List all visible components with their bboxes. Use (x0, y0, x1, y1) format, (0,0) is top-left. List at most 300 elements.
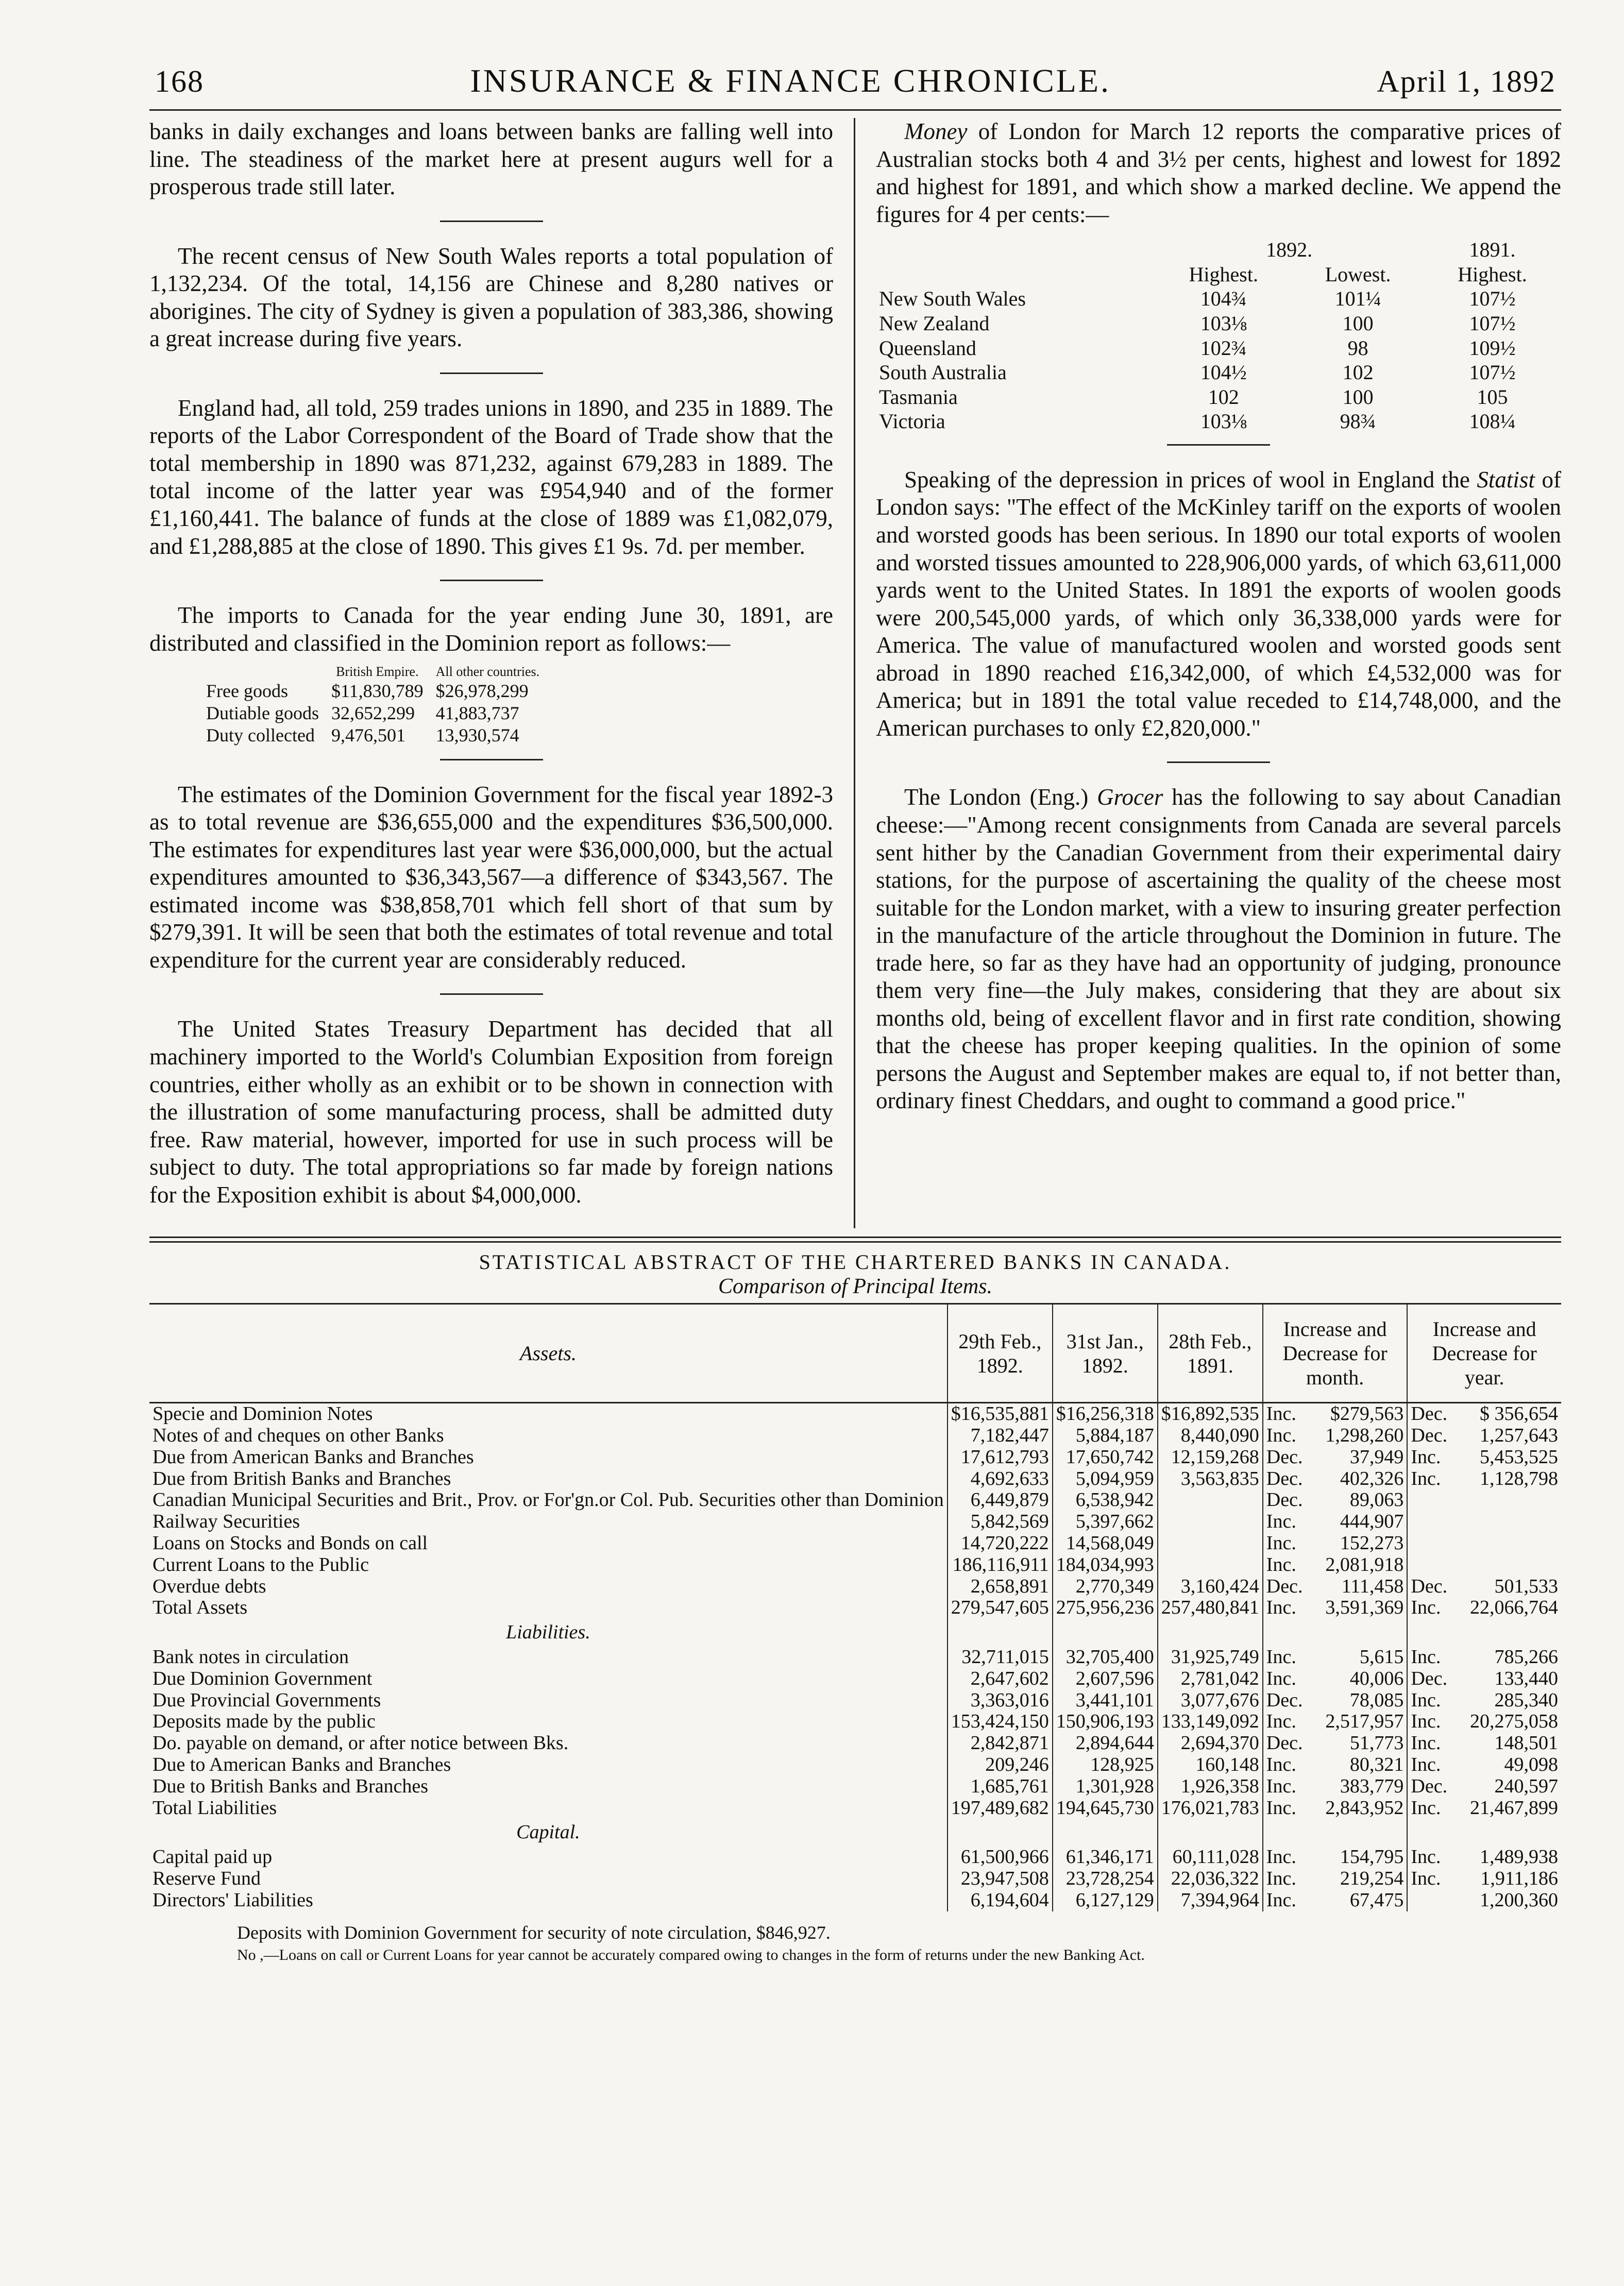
table-row (876, 409, 1561, 434)
cell: 104½ (1200, 361, 1247, 384)
cell: 2,894,644 (1053, 1733, 1158, 1754)
table-row (149, 1647, 1561, 1668)
issue-date: April 1, 1892 (1377, 64, 1556, 98)
cell: 160,148 (1158, 1754, 1263, 1776)
row-label: Canadian Municipal Securities and Brit., Prov. or For'gn.or Col. Pub. Securities other than Dominion (153, 1489, 944, 1511)
divider (1167, 444, 1270, 446)
cell: 2,517,957 (1325, 1711, 1404, 1733)
cell (1322, 1619, 1407, 1647)
cell: Inc. (1263, 1597, 1323, 1619)
cell: 2,647,602 (948, 1668, 1053, 1690)
cell: 12,159,268 (1158, 1447, 1263, 1468)
cell: $16,535,881 (948, 1403, 1053, 1425)
cell: 1,301,928 (1053, 1776, 1158, 1798)
cell (1158, 1489, 1263, 1511)
cell: 111,458 (1341, 1575, 1404, 1597)
cell: 104¾ (1200, 287, 1247, 311)
cell: 153,424,150 (948, 1711, 1053, 1733)
row-label: Current Loans to the Public (153, 1553, 369, 1576)
cell: 1,911,186 (1480, 1868, 1558, 1890)
paragraph: The United States Treasury Department has decided that all machinery imported to the World's Columbian Exposition from foreign countries, either wholly as an exhibit or to be shown in connection with the illustration of some manufacturing process, shall be admitted duty free. Raw material, however, imported for use in such process will be subject to duty. The total appropriations so far made by foreign nations for the Exposition exhibit is about $4,000,000. (149, 1016, 833, 1208)
paragraph (876, 784, 1561, 1115)
cell (1158, 1511, 1263, 1533)
cell: 105 (1477, 385, 1508, 409)
table-row (149, 1668, 1561, 1690)
cell: 5,884,187 (1053, 1425, 1158, 1447)
row-label: Duty collected (206, 724, 315, 746)
cell (1467, 1533, 1561, 1554)
cell (1407, 1489, 1467, 1511)
row-label: Do. payable on demand, or after notice between Bks. (153, 1732, 569, 1754)
column-header: 29th Feb., 1892. (948, 1304, 1053, 1403)
section-double-rule (149, 1237, 1561, 1243)
paragraph (876, 466, 1561, 742)
statistical-subtitle: Comparison of Principal Items. (718, 1275, 992, 1299)
publication-name: Grocer (1097, 784, 1163, 810)
cell: Inc. (1263, 1798, 1323, 1819)
cell: 98¾ (1340, 410, 1376, 433)
table-row (149, 1868, 1561, 1890)
cell (1407, 1554, 1467, 1576)
cell (1467, 1554, 1561, 1576)
row-label: Loans on Stocks and Bonds on call (153, 1532, 428, 1554)
cell: 102¾ (1200, 336, 1247, 360)
cell (1407, 1890, 1467, 1911)
cell: 209,246 (948, 1754, 1053, 1776)
cell: 1,926,358 (1158, 1776, 1263, 1798)
left-column (149, 118, 855, 1228)
cell: 6,538,942 (1053, 1489, 1158, 1511)
cell: 9,476,501 (331, 724, 405, 746)
cell: 219,254 (1340, 1868, 1404, 1890)
column-header: Assets. (149, 1304, 948, 1403)
section-heading: Capital. (516, 1821, 580, 1843)
row-label: Due Provincial Governments (153, 1689, 381, 1711)
cell: 444,907 (1340, 1511, 1404, 1533)
section-heading: Liabilities. (506, 1621, 590, 1644)
table-row (149, 1489, 1561, 1511)
cell: 186,116,911 (948, 1554, 1053, 1576)
stocks-table (876, 238, 1561, 434)
cell: 67,475 (1349, 1889, 1404, 1911)
cell: 1,298,260 (1325, 1425, 1404, 1447)
cell: Inc. (1263, 1668, 1323, 1690)
table-row (206, 680, 552, 702)
table-row (149, 1847, 1561, 1868)
row-label: Railway Securities (153, 1511, 300, 1533)
cell: 128,925 (1053, 1754, 1158, 1776)
cell: 14,720,222 (948, 1533, 1053, 1554)
cell (948, 1619, 1053, 1647)
cell: 1,489,938 (1480, 1846, 1558, 1868)
paragraph-text: has the following to say about Canadian cheese:—"Among recent consignments from Canada are several parcels sent hither by the Canadian Government from their experimental dairy stations, for the purpose of ascertaining the quality of the cheese most suitable for the London market, with a view to insuring greater perfection in the manufacture of the article throughout the Dominion in future. The trade here, so far as they have had an opportunity of judging, pronounce them very fine—the July makes, considering that they are about six months old, being of excellent flavor and in first rate condition, showing that the cheese has proper keeping qualities. In the opinion of some persons the August and September makes are equal to, if not better than, ordinary finest Cheddars, and ought to command a good price." (876, 784, 1561, 1114)
cell: $26,978,299 (435, 681, 529, 702)
cell: 501,533 (1494, 1575, 1558, 1597)
cell: 3,077,676 (1158, 1690, 1263, 1712)
cell: 103⅛ (1200, 410, 1247, 433)
cell: 3,563,835 (1158, 1468, 1263, 1490)
header-rule (149, 109, 1561, 111)
cell: Dec. (1407, 1776, 1467, 1798)
cell: Inc. (1263, 1533, 1323, 1554)
cell: 176,021,783 (1158, 1798, 1263, 1819)
cell: Inc. (1263, 1403, 1323, 1425)
cell: 4,692,633 (948, 1468, 1053, 1490)
cell: Dec. (1407, 1668, 1467, 1690)
cell: 7,394,964 (1158, 1890, 1263, 1911)
cell: 80,321 (1349, 1754, 1404, 1776)
table-row (876, 336, 1561, 361)
cell: 107½ (1469, 361, 1516, 384)
column-header: 1891. (1469, 238, 1516, 262)
cell: Dec. (1263, 1447, 1323, 1468)
cell: $ 356,654 (1480, 1403, 1558, 1425)
page-header (149, 62, 1561, 100)
row-label: Bank notes in circulation (153, 1646, 349, 1668)
cell: Inc. (1407, 1847, 1467, 1868)
newspaper-page (149, 62, 1561, 1964)
cell (1467, 1619, 1561, 1647)
cell: 14,568,049 (1053, 1533, 1158, 1554)
row-label: Specie and Dominion Notes (153, 1403, 373, 1425)
cell (1407, 1819, 1467, 1847)
paragraph (876, 118, 1561, 228)
cell: 109½ (1469, 336, 1516, 360)
cell: Inc. (1263, 1647, 1323, 1668)
cell: 148,501 (1494, 1732, 1558, 1754)
cell (1158, 1533, 1263, 1554)
cell: 102 (1342, 361, 1374, 384)
cell: Dec. (1263, 1690, 1323, 1712)
table-row (876, 385, 1561, 410)
cell: 2,607,596 (1053, 1668, 1158, 1690)
cell: 194,645,730 (1053, 1798, 1158, 1819)
cell: 1,200,360 (1480, 1889, 1558, 1911)
page-number: 168 (155, 64, 204, 98)
article-columns (149, 118, 1561, 1228)
cell: $279,563 (1330, 1403, 1404, 1425)
cell: 6,449,879 (948, 1489, 1053, 1511)
table-row (149, 1403, 1561, 1425)
cell: 285,340 (1494, 1689, 1558, 1711)
cell: 41,883,737 (435, 702, 519, 723)
row-label: Tasmania (879, 385, 958, 409)
cell: 257,480,841 (1158, 1597, 1263, 1619)
table-row (149, 1776, 1561, 1798)
cell (948, 1819, 1053, 1847)
cell: 102 (1208, 385, 1239, 409)
row-label: Queensland (879, 336, 976, 360)
row-label: Total Liabilities (153, 1797, 277, 1819)
cell (1158, 1819, 1263, 1847)
cell: Dec. (1407, 1425, 1467, 1447)
cell: 2,770,349 (1053, 1576, 1158, 1598)
cell: Inc. (1263, 1847, 1323, 1868)
cell: 6,194,604 (948, 1890, 1053, 1911)
cell: 107½ (1469, 287, 1516, 311)
cell: Inc. (1263, 1754, 1323, 1776)
cell: 5,615 (1359, 1646, 1404, 1668)
cell: 3,160,424 (1158, 1576, 1263, 1598)
cell: 2,694,370 (1158, 1733, 1263, 1754)
column-header: Increase and Decrease for month. (1263, 1304, 1408, 1403)
paragraph: banks in daily exchanges and loans between banks are falling well into line. The steadiness of the market here at present augurs well for a prosperous trade still later. (149, 118, 833, 200)
cell: Inc. (1407, 1798, 1467, 1819)
paragraph-text: of London says: "The effect of the McKinley tariff on the exports of woolen and worsted goods has been serious. In 1890 our total exports of woolen and worsted tissues amounted to 228,906,000 yards, of which 63,611,000 yards went to the United States. In 1891 the exports of woolen goods were 200,545,000 yards, of which only 36,338,000 yards were for America. The value of manufactured woolen and worsted goods sent abroad in 1890 reached £16,342,000, of which £4,532,000 was for America; but in 1891 the total value receded to £14,748,000, and the American purchases to only £2,820,000." (876, 466, 1561, 741)
cell: 2,081,918 (1325, 1553, 1404, 1576)
row-label: Notes of and cheques on other Banks (153, 1425, 444, 1447)
cell: 150,906,193 (1053, 1711, 1158, 1733)
paragraph: The estimates of the Dominion Government for the fiscal year 1892-3 as to total revenue are $36,655,000 and the expenditures $36,500,000. The estimates for expenditures last year were $36,000,000, but the actual expenditures amounted to $36,343,567—a difference of $343,567. The estimated income was $38,858,701 which fell short of that sum by $279,391. It will be seen that both the estimates of total revenue and total expenditure for the current year are considerably reduced. (149, 781, 833, 973)
cell (1467, 1489, 1561, 1511)
table-row (149, 1576, 1561, 1598)
table-row (206, 724, 552, 747)
table-row (149, 1711, 1561, 1733)
cell: 23,728,254 (1053, 1868, 1158, 1890)
cell: 5,453,525 (1480, 1446, 1558, 1468)
paragraph-text: The London (Eng.) (904, 784, 1097, 810)
column-header: 28th Feb., 1891. (1158, 1304, 1263, 1403)
cell: Dec. (1263, 1576, 1323, 1598)
cell: 5,842,569 (948, 1511, 1053, 1533)
table-row (206, 702, 552, 724)
divider (440, 372, 543, 374)
cell (1053, 1819, 1158, 1847)
cell: Dec. (1263, 1733, 1323, 1754)
publication-name: Statist (1477, 466, 1535, 493)
cell: 279,547,605 (948, 1597, 1053, 1619)
cell: 2,658,891 (948, 1576, 1053, 1598)
cell: 22,036,322 (1158, 1868, 1263, 1890)
cell (1263, 1619, 1323, 1647)
cell: 275,956,236 (1053, 1597, 1158, 1619)
cell: 61,346,171 (1053, 1847, 1158, 1868)
cell: Inc. (1263, 1511, 1323, 1533)
row-label: Total Assets (153, 1597, 248, 1619)
cell: 61,500,966 (948, 1847, 1053, 1868)
cell (1053, 1619, 1158, 1647)
divider (440, 580, 543, 581)
row-label: Dutiable goods (206, 702, 319, 723)
cell: Dec. (1407, 1403, 1467, 1425)
table-row (876, 286, 1561, 311)
row-label: Deposits made by the public (153, 1711, 376, 1733)
cell: 31,925,749 (1158, 1647, 1263, 1668)
paragraph-text: Speaking of the depression in prices of wool in England the (904, 466, 1477, 493)
imports-table (206, 664, 552, 746)
row-label: South Australia (879, 361, 1007, 384)
cell: 23,947,508 (948, 1868, 1053, 1890)
row-label: Reserve Fund (153, 1868, 261, 1890)
cell (1158, 1619, 1263, 1647)
cell: 78,085 (1349, 1689, 1404, 1711)
row-label: Due to British Banks and Branches (153, 1775, 429, 1797)
cell: 101¼ (1334, 287, 1381, 311)
cell: 383,779 (1340, 1775, 1404, 1797)
cell: Inc. (1263, 1711, 1323, 1733)
divider (1167, 761, 1270, 763)
table-row (149, 1798, 1561, 1819)
cell: 17,612,793 (948, 1447, 1053, 1468)
table-row (149, 1754, 1561, 1776)
divider (440, 221, 543, 222)
cell: Inc. (1407, 1468, 1467, 1490)
cell (1263, 1819, 1323, 1847)
cell: 17,650,742 (1053, 1447, 1158, 1468)
section-heading-row (149, 1619, 1561, 1647)
column-header: 1892. (1266, 238, 1313, 262)
cell: 21,467,899 (1470, 1797, 1558, 1819)
table-row (149, 1690, 1561, 1712)
cell: 107½ (1469, 311, 1516, 335)
cell: 108¼ (1469, 410, 1516, 433)
cell: 7,182,447 (948, 1425, 1053, 1447)
cell (1322, 1819, 1407, 1847)
cell: $16,892,535 (1158, 1403, 1263, 1425)
cell: 152,273 (1340, 1532, 1404, 1554)
cell: Inc. (1263, 1890, 1323, 1911)
cell: Inc. (1407, 1868, 1467, 1890)
cell: Inc. (1407, 1597, 1467, 1619)
cell: 6,127,129 (1053, 1890, 1158, 1911)
cell: Inc. (1407, 1711, 1467, 1733)
row-label: Capital paid up (153, 1846, 273, 1868)
row-label: Due Dominion Government (153, 1667, 373, 1689)
table-row (149, 1511, 1561, 1533)
cell: 3,441,101 (1053, 1690, 1158, 1712)
table-row (149, 1733, 1561, 1754)
cell (1407, 1533, 1467, 1554)
table-row (149, 1468, 1561, 1490)
cell: 1,685,761 (948, 1776, 1053, 1798)
cell: 40,006 (1349, 1667, 1404, 1689)
row-label: Due from American Banks and Branches (153, 1446, 474, 1468)
cell: 133,440 (1494, 1667, 1558, 1689)
divider (440, 993, 543, 995)
cell: 49,098 (1504, 1754, 1558, 1776)
column-header: All other countries. (435, 664, 540, 680)
cell (1407, 1619, 1467, 1647)
cell: 32,705,400 (1053, 1647, 1158, 1668)
cell: 89,063 (1349, 1489, 1404, 1511)
publication-name: Money (904, 118, 968, 144)
cell: 785,266 (1494, 1646, 1558, 1668)
cell: 197,489,682 (948, 1798, 1053, 1819)
row-label: Free goods (206, 681, 288, 702)
cell: Inc. (1263, 1776, 1323, 1798)
row-label: New Zealand (879, 311, 990, 335)
cell (1467, 1511, 1561, 1533)
cell: 103⅛ (1200, 311, 1247, 335)
cell: 20,275,058 (1470, 1711, 1558, 1733)
cell: 98 (1347, 336, 1368, 360)
paragraph: The recent census of New South Wales reports a total population of 1,132,234. Of the total, 14,156 are Chinese and 8,280 natives or aborigines. The city of Sydney is given a population of 383,386, showing a great increase during five years. (149, 243, 833, 352)
cell: 100 (1342, 385, 1374, 409)
cell: $16,256,318 (1053, 1403, 1158, 1425)
divider (440, 759, 543, 760)
cell: Inc. (1407, 1447, 1467, 1468)
column-header: Highest. (1458, 262, 1527, 286)
column-header: Increase and Decrease for year. (1407, 1304, 1561, 1403)
cell: 2,843,952 (1325, 1797, 1404, 1819)
table-row (149, 1425, 1561, 1447)
statistical-title: STATISTICAL ABSTRACT OF THE CHARTERED BANKS IN CANADA. (479, 1250, 1232, 1274)
cell: 32,652,299 (331, 702, 415, 723)
cell (1467, 1819, 1561, 1847)
cell: 51,773 (1349, 1732, 1404, 1754)
footnote: Deposits with Dominion Government for security of note circulation, $846,927. (237, 1922, 831, 1943)
column-header: Highest. (1189, 262, 1258, 286)
row-label: Due to American Banks and Branches (153, 1754, 451, 1776)
table-row (149, 1533, 1561, 1554)
cell: 402,326 (1340, 1467, 1404, 1489)
cell: 22,066,764 (1470, 1597, 1558, 1619)
cell: Inc. (1263, 1868, 1323, 1890)
cell: 5,094,959 (1053, 1468, 1158, 1490)
cell: Dec. (1407, 1576, 1467, 1598)
paragraph: The imports to Canada for the year ending June 30, 1891, are distributed and classified in the Dominion report as follows:— (149, 602, 833, 656)
cell: Inc. (1407, 1754, 1467, 1776)
cell: Inc. (1263, 1425, 1323, 1447)
cell: Dec. (1263, 1468, 1323, 1490)
cell: 2,781,042 (1158, 1668, 1263, 1690)
row-label: Overdue debts (153, 1575, 266, 1597)
cell (1158, 1554, 1263, 1576)
right-column (855, 118, 1561, 1228)
table-row (149, 1447, 1561, 1468)
column-header: 31st Jan., 1892. (1053, 1304, 1158, 1403)
cell: 1,128,798 (1480, 1467, 1558, 1489)
row-label: New South Wales (879, 287, 1026, 311)
paragraph: England had, all told, 259 trades unions in 1890, and 235 in 1889. The reports of the Labor Correspondent of the Board of Trade show that the total membership in 1890 was 871,232, against 679,283 in 1889. The total income of the latter year was £954,940 and of the former £1,160,441. The balance of funds at the close of 1889 was £1,082,079, and £1,288,885 at the close of 1890. This gives £1 9s. 7d. per member. (149, 395, 833, 559)
cell: Inc. (1407, 1690, 1467, 1712)
cell: 8,440,090 (1158, 1425, 1263, 1447)
table-row (876, 311, 1561, 336)
row-label: Directors' Liabilities (153, 1889, 313, 1911)
cell (1407, 1511, 1467, 1533)
table-row (876, 360, 1561, 385)
cell: 37,949 (1349, 1446, 1404, 1468)
cell: 5,397,662 (1053, 1511, 1158, 1533)
cell: 240,597 (1494, 1775, 1558, 1797)
cell: 100 (1342, 311, 1374, 335)
cell: 2,842,871 (948, 1733, 1053, 1754)
row-label: Victoria (879, 410, 945, 433)
cell: Dec. (1263, 1489, 1323, 1511)
cell: 32,711,015 (948, 1647, 1053, 1668)
cell: 3,363,016 (948, 1690, 1053, 1712)
cell: 184,034,993 (1053, 1554, 1158, 1576)
cell: Inc. (1407, 1647, 1467, 1668)
cell: 154,795 (1340, 1846, 1404, 1868)
cell: 60,111,028 (1158, 1847, 1263, 1868)
table-row (149, 1890, 1561, 1911)
paragraph-text: of London for March 12 reports the comparative prices of Australian stocks both 4 and 3½ per cents, highest and lowest for 1892 and highest for 1891, and which show a marked decline. We append the figures for 4 per cents:— (876, 118, 1561, 227)
cell: 1,257,643 (1480, 1425, 1558, 1447)
cell: 3,591,369 (1325, 1597, 1404, 1619)
table-row (149, 1554, 1561, 1576)
bank-statistics-table (149, 1303, 1561, 1911)
table-row (149, 1597, 1561, 1619)
cell: Inc. (1263, 1554, 1323, 1576)
section-heading-row (149, 1819, 1561, 1847)
column-header: British Empire. (336, 664, 419, 680)
column-header: Lowest. (1325, 262, 1391, 286)
cell: 13,930,574 (435, 724, 519, 746)
publication-title: INSURANCE & FINANCE CHRONICLE. (470, 62, 1111, 99)
cell: Inc. (1407, 1733, 1467, 1754)
cell: $11,830,789 (331, 681, 424, 702)
